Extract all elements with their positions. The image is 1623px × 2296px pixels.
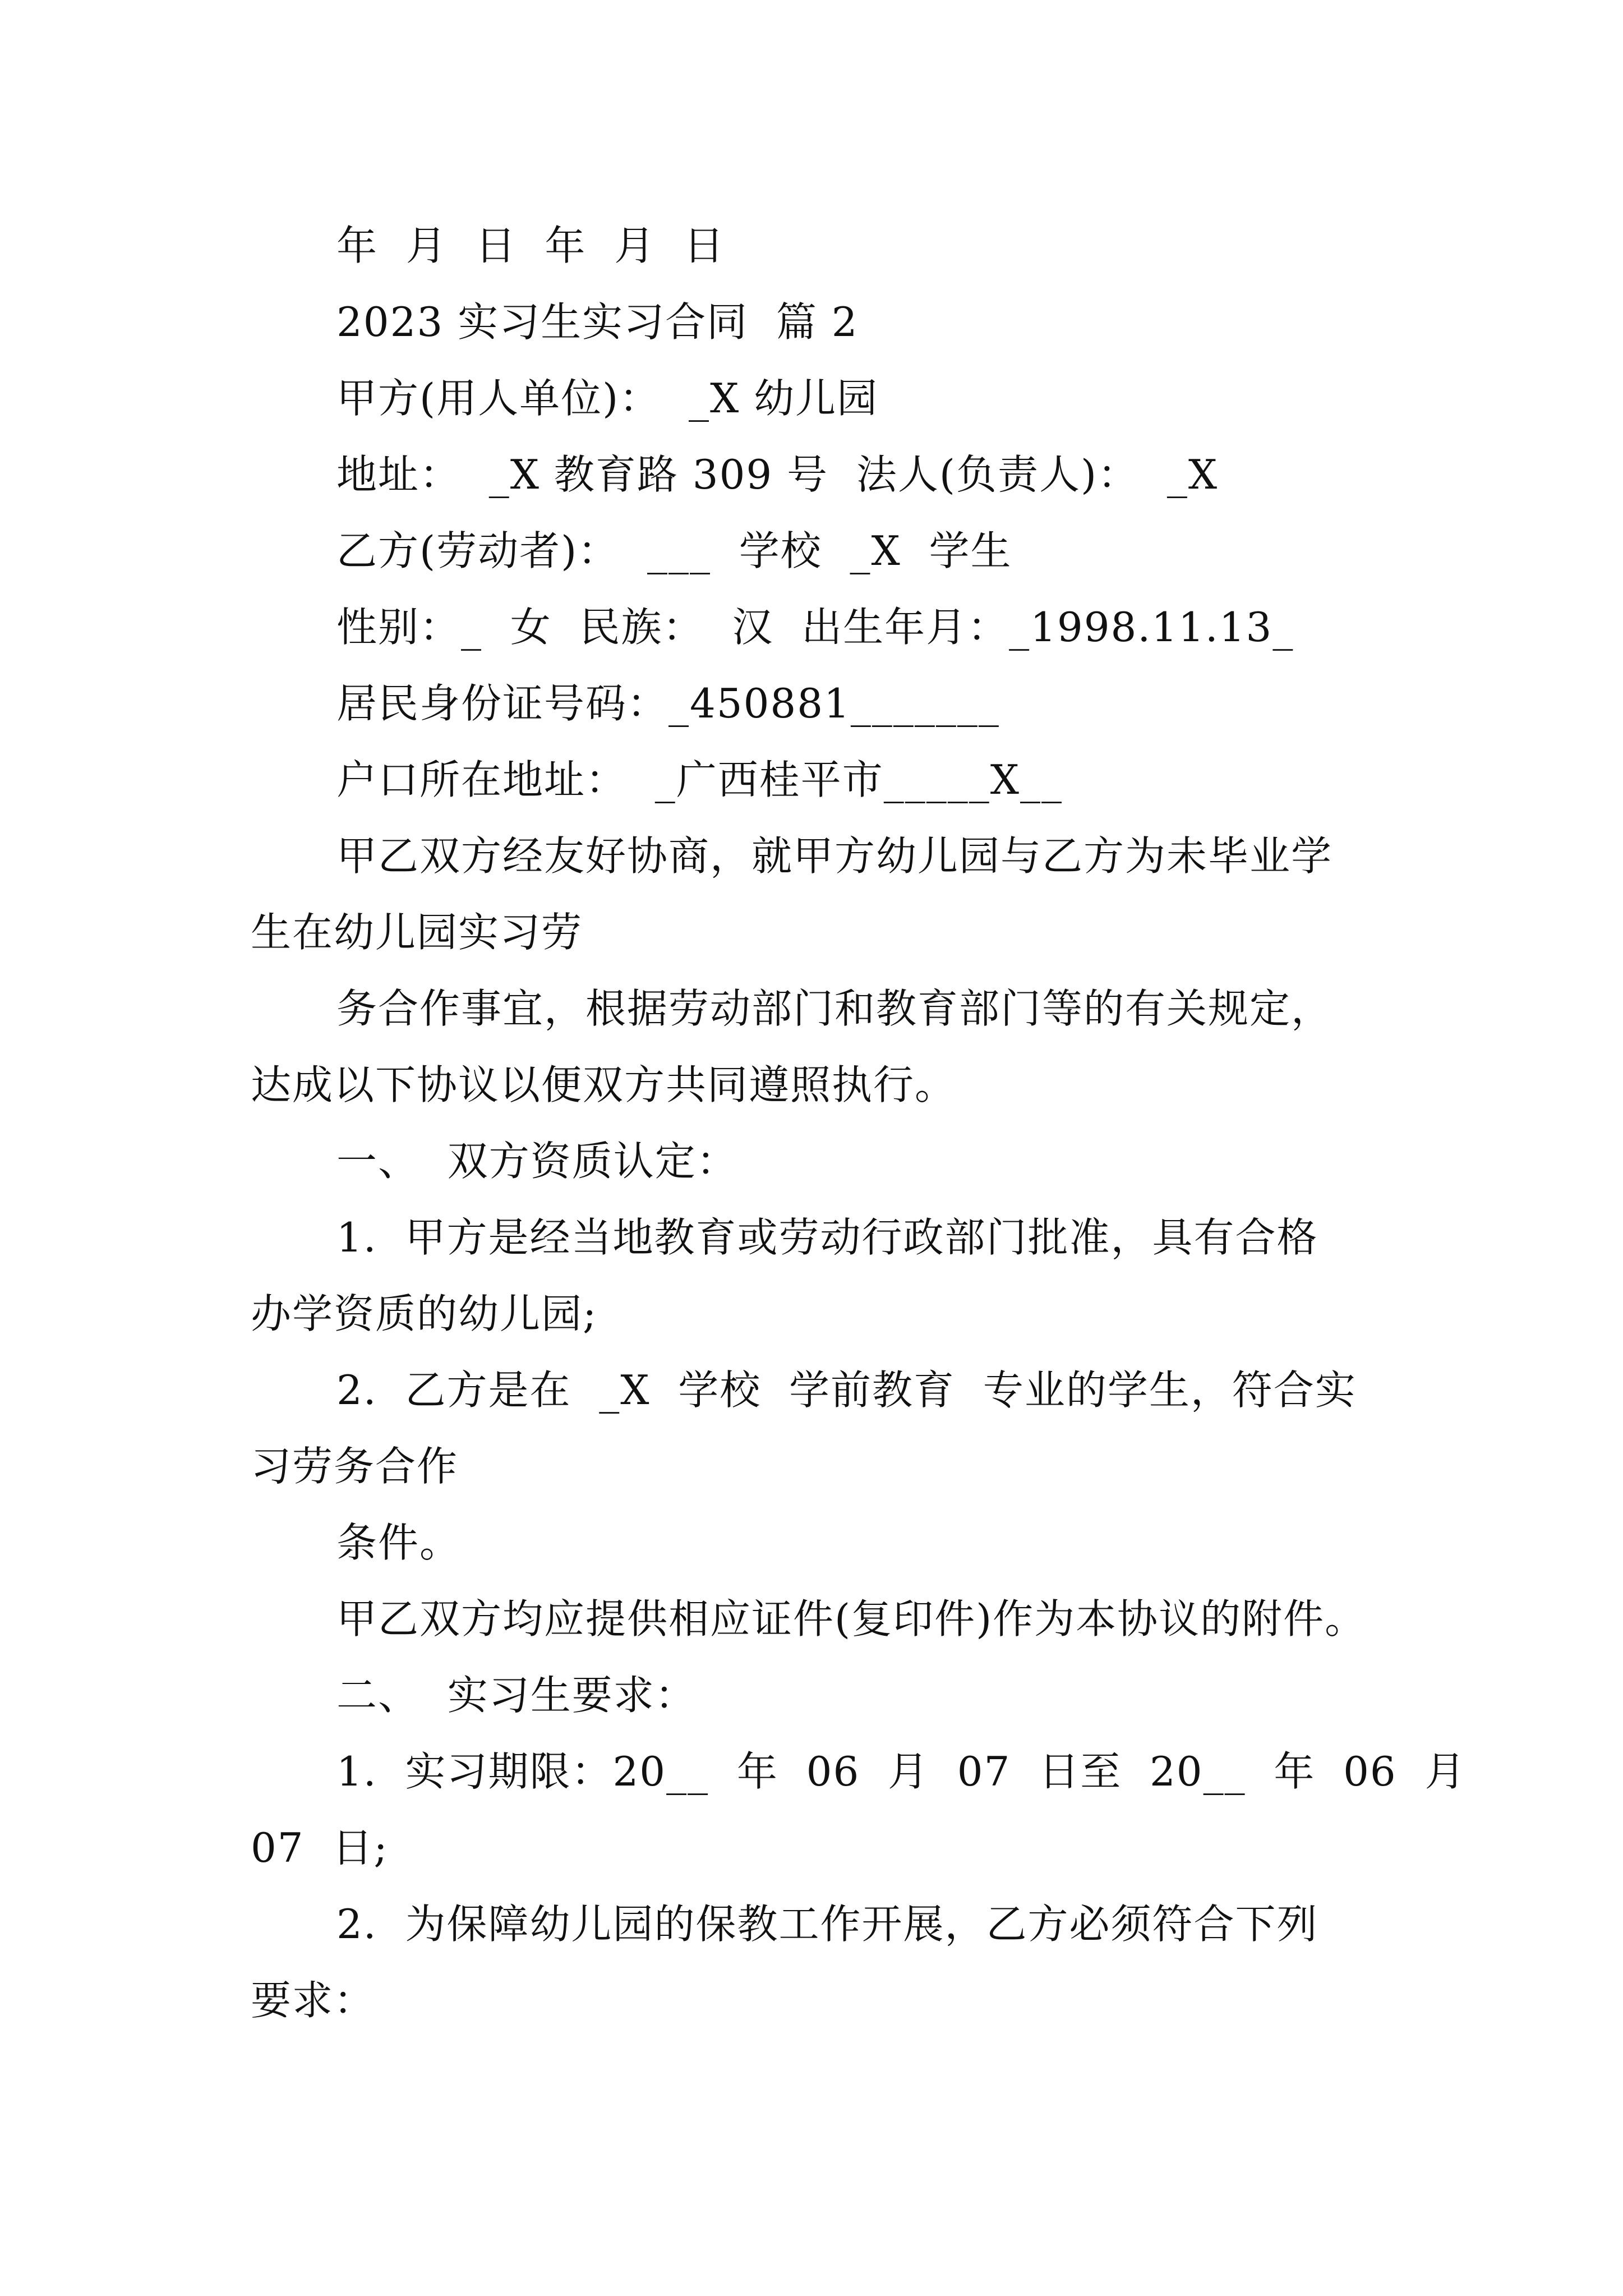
paragraph-line: 1. 实习期限：20__ 年 06 月 07 日至 20__ 年 06 月 [336, 1748, 1467, 1795]
paragraph-line: 甲乙双方经友好协商，就甲方幼儿园与乙方为未毕业学 [336, 832, 1333, 880]
paragraph-line: 1. 甲方是经当地教育或劳动行政部门批准，具有合格 [336, 1214, 1318, 1261]
paragraph-line: 要求： [251, 1977, 376, 2024]
contract-title: 2023 实习生实习合同 篇 2 [336, 298, 859, 346]
address-line: 地址： _X 教育路 309 号 法人(负责人)： _X [336, 451, 1219, 498]
household-address-line: 户口所在地址： _广西桂平市_____X__ [336, 756, 1063, 803]
date-signature-line: 年 月 日 年 月 日 [336, 222, 725, 269]
paragraph-line: 务合作事宜，根据劳动部门和教育部门等的有关规定， [336, 985, 1333, 1032]
party-a-line: 甲方(用人单位)： _X 幼儿园 [336, 375, 879, 422]
section-heading: 一、 双方资质认定： [336, 1138, 738, 1185]
personal-info-line: 性别：_ 女 民族： 汉 出生年月：_1998.11.13_ [336, 604, 1294, 651]
paragraph-line: 办学资质的幼儿园; [251, 1290, 598, 1337]
paragraph-line: 2. 为保障幼儿园的保教工作开展，乙方必须符合下列 [336, 1901, 1318, 1948]
paragraph-line: 2. 乙方是在 _X 学校 学前教育 专业的学生，符合实 [336, 1366, 1357, 1414]
paragraph-line: 达成以下协议以便双方共同遵照执行。 [251, 1061, 957, 1108]
paragraph-line: 07 日; [251, 1824, 389, 1871]
party-b-line: 乙方(劳动者)： ___ 学校 _X 学生 [336, 527, 1012, 574]
paragraph-line: 条件。 [336, 1519, 462, 1566]
id-number-line: 居民身份证号码：_450881_______ [336, 680, 1000, 727]
paragraph-line: 生在幼儿园实习劳 [251, 909, 583, 956]
section-heading: 二、 实习生要求： [336, 1672, 697, 1719]
paragraph-line: 甲乙双方均应提供相应证件(复印件)作为本协议的附件。 [336, 1595, 1367, 1642]
paragraph-line: 习劳务合作 [251, 1443, 459, 1490]
